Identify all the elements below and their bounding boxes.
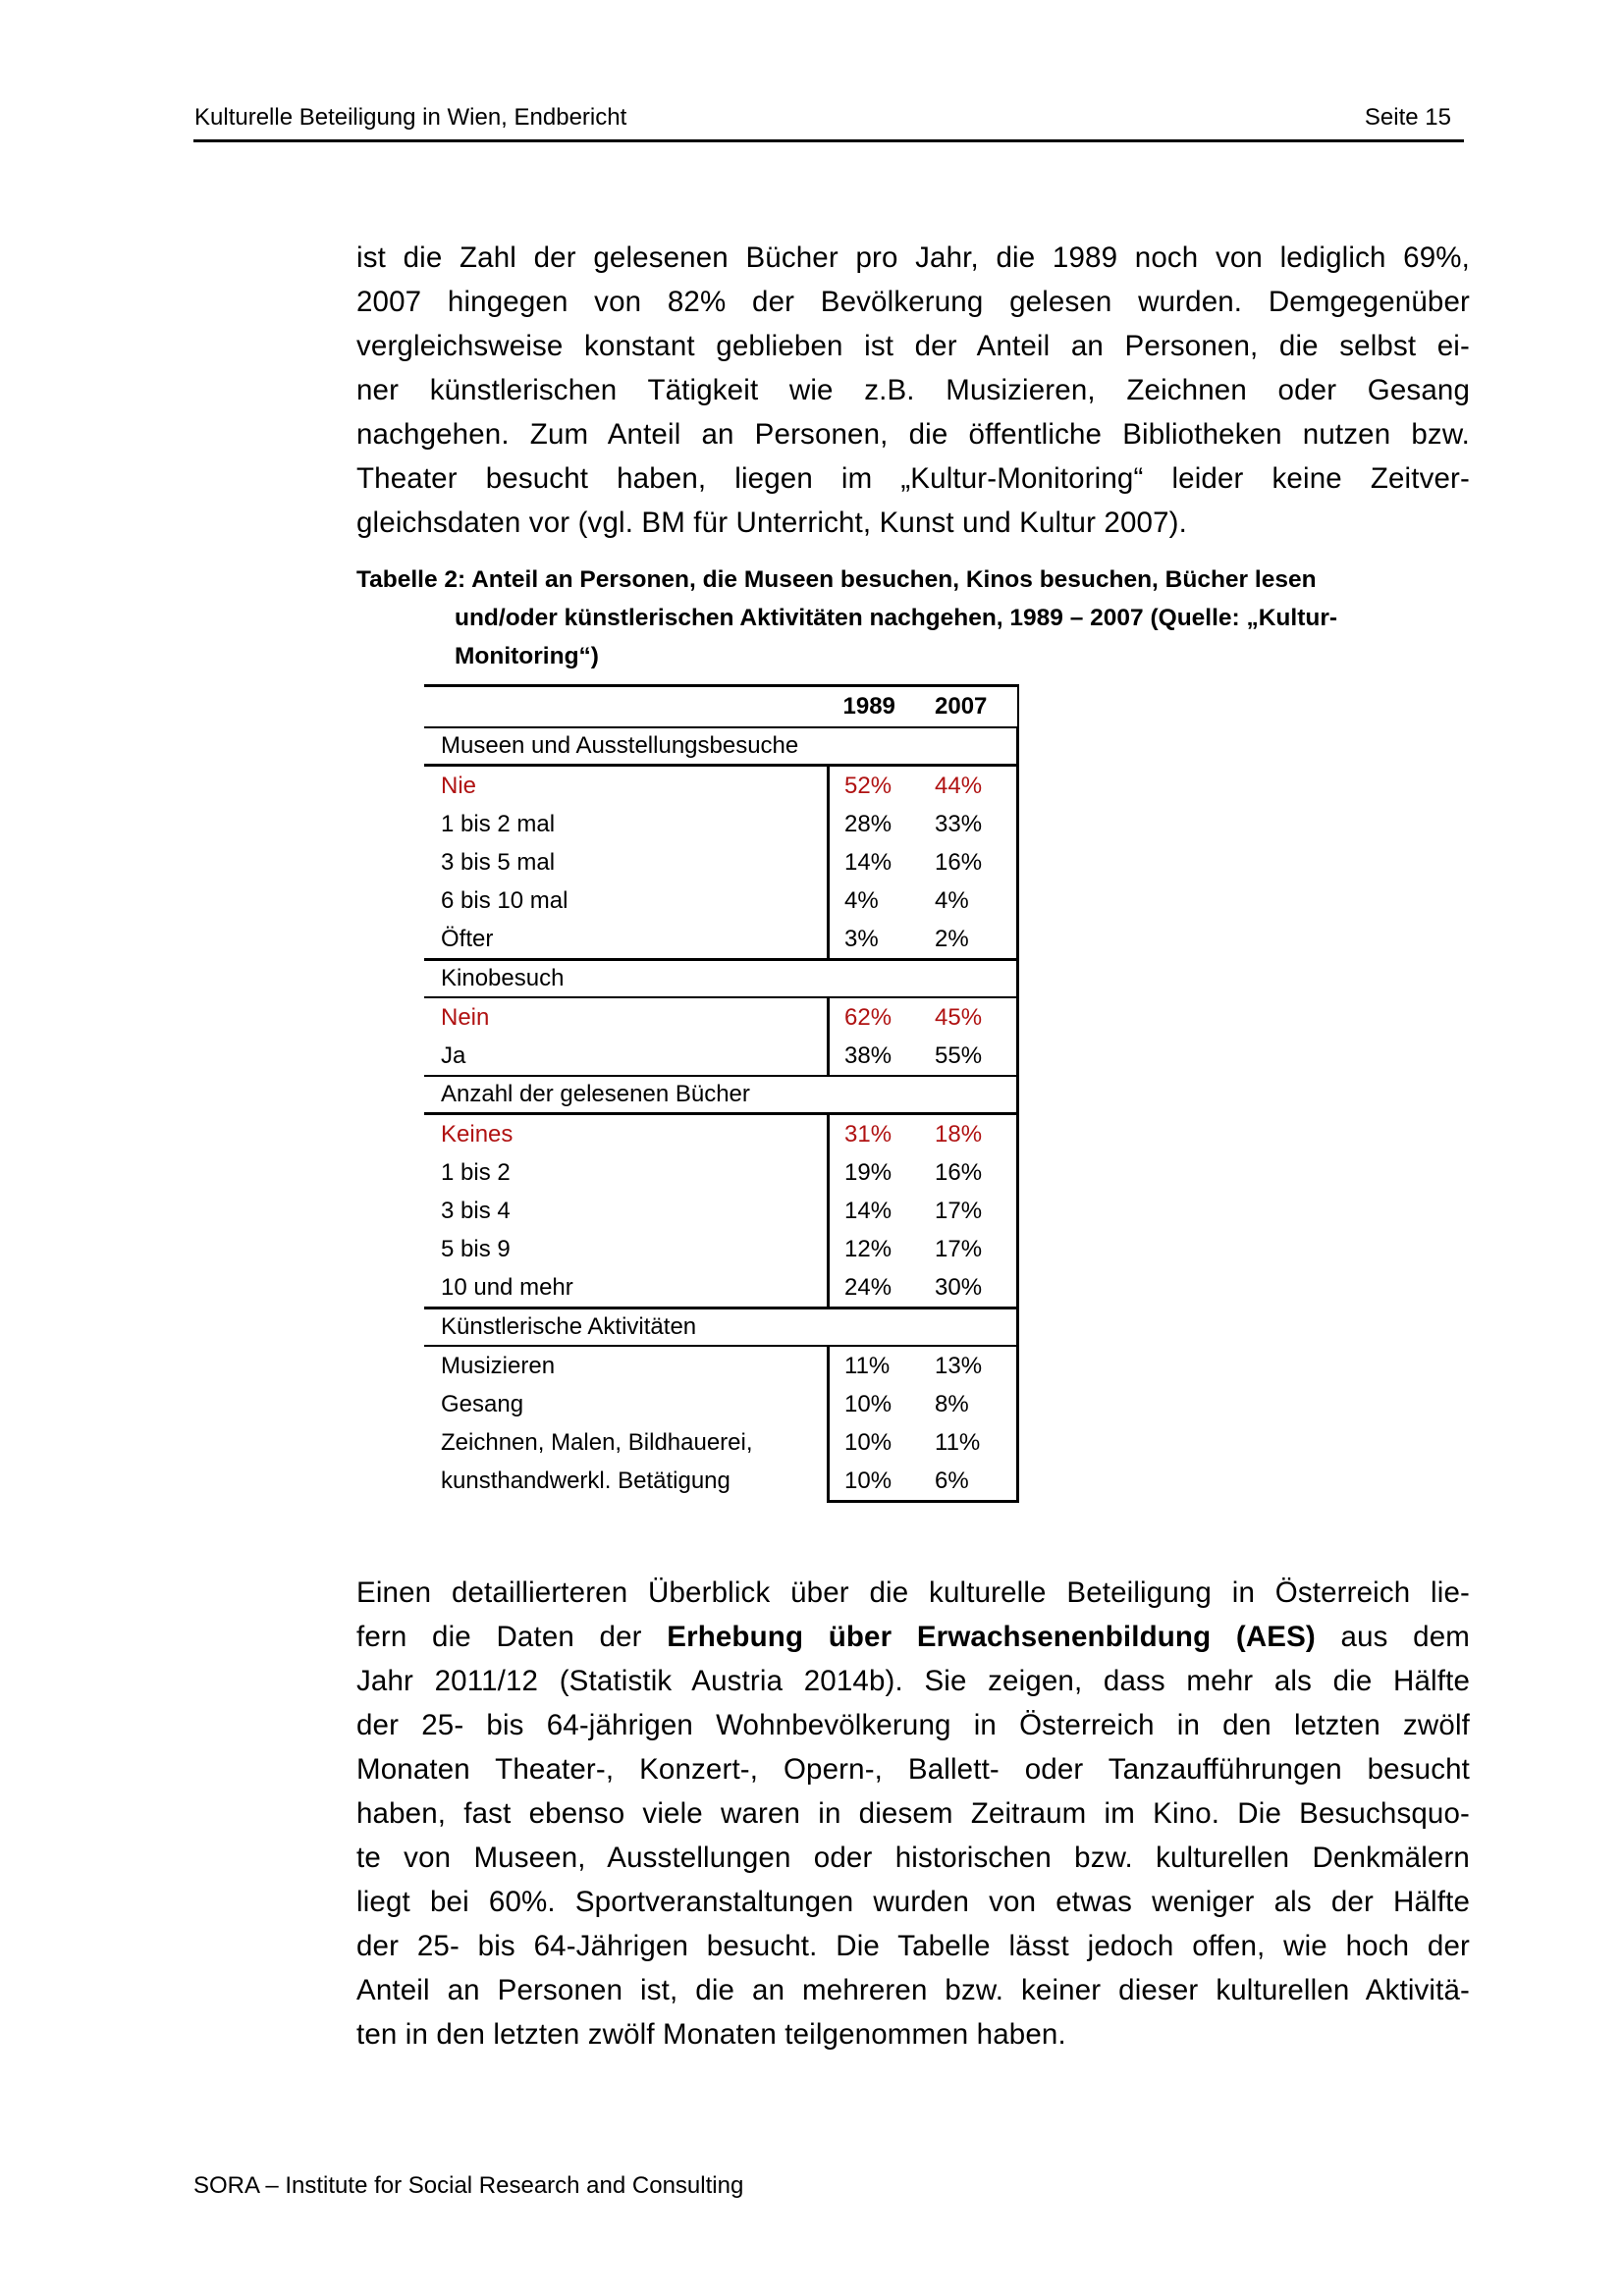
text-line: ten in den letzten zwölf Monaten teilgenommen haben. [356,2018,1066,2051]
table-row [424,1423,1018,1462]
row-label: 10 und mehr [424,1268,829,1308]
value-2007: 4% [926,881,1018,920]
text-line: Theater besucht haben, liegen im „Kultur-Monitoring“ leider keine Zeitver- [356,462,1470,495]
text-line: ist die Zahl der gelesenen Bücher pro Jahr, die 1989 noch von lediglich 69%, [356,241,1470,274]
text-segment: fern die Daten der [356,1621,668,1653]
row-label: Öfter [424,920,829,960]
section-title: Kinobesuch [424,960,1018,998]
row-label: kunsthandwerkl. Betätigung [424,1462,829,1502]
section-title: Museen und Ausstellungsbesuche [424,727,1018,766]
value-1989: 52% [844,772,893,799]
value-1989: 31% [844,1120,893,1148]
value-1989: 11% [844,1352,891,1379]
section-header-row [424,960,1018,998]
section-header-row [424,727,1018,766]
value-2007: 11% [926,1423,1018,1462]
section-header-row [424,1076,1018,1114]
column-header-2007: 2007 [926,686,1018,728]
column-header-label [424,686,829,728]
row-label: Ja [424,1037,829,1076]
value-1989: 3% [829,920,927,960]
value-1989: 19% [844,1158,893,1186]
value-2007: 18% [926,1114,1018,1154]
text-line: ner künstlerischen Tätigkeit wie z.B. Musizieren, Zeichnen oder Gesang [356,374,1470,406]
table-row [424,1462,1018,1502]
table-caption [356,561,1446,675]
paragraph-1 [356,236,1470,545]
value-1989: 14% [844,1197,893,1224]
table-row [424,1037,1018,1076]
row-label: 1 bis 2 [424,1153,829,1192]
table-row [424,881,1018,920]
caption-line: Tabelle 2: Anteil an Personen, die Museen besuchen, Kinos besuchen, Bücher lesen [356,566,1317,593]
table-row [424,1268,1018,1308]
text-line: te von Museen, Ausstellungen oder historischen bzw. kulturellen Denkmälern [356,1842,1470,1874]
value-1989: 62% [844,1003,893,1031]
table-row [424,805,1018,843]
paragraph-2 [356,1571,1470,2056]
table-header-row [424,686,1018,728]
row-label: 5 bis 9 [424,1230,829,1268]
row-label: Gesang [424,1385,829,1423]
value-2007: 44% [926,766,1018,806]
row-label: Nein [424,997,829,1037]
row-label: Keines [424,1114,829,1154]
value-2007: 16% [926,1153,1018,1192]
value-2007: 45% [926,997,1018,1037]
text-line: liegt bei 60%. Sportveranstaltungen wurden von etwas weniger als der Hälfte [356,1886,1470,1918]
table-row [424,766,1018,806]
row-label: Musizieren [424,1346,829,1385]
row-label: 1 bis 2 mal [424,805,829,843]
text-segment: aus dem [1315,1621,1470,1653]
table-row [424,1153,1018,1192]
text-line: der 25- bis 64-Jährigen besucht. Die Tabelle lässt jedoch offen, wie hoch der [356,1930,1470,1962]
caption-line: Monitoring“) [455,643,599,669]
table-row [424,1114,1018,1154]
value-1989: 14% [844,848,893,876]
page-footer: SORA – Institute for Social Research and Consulting [193,2172,744,2199]
section-header-row [424,1308,1018,1347]
value-2007: 2% [926,920,1018,960]
text-line: Jahr 2011/12 (Statistik Austria 2014b). Sie zeigen, dass mehr als die Hälfte [356,1665,1470,1697]
value-1989: 10% [829,1462,927,1502]
value-1989: 4% [844,886,879,914]
text-line: Anteil an Personen ist, die an mehreren bzw. keiner dieser kulturellen Aktivitä- [356,1974,1470,2006]
text-line: 2007 hingegen von 82% der Bevölkerung gelesen wurden. Demgegenüber [356,286,1470,318]
row-label: Nie [424,766,829,806]
value-1989: 28% [844,810,893,837]
table-row [424,1192,1018,1230]
section-title: Künstlerische Aktivitäten [424,1308,1018,1347]
value-1989: 10% [844,1390,893,1417]
value-1989: 38% [829,1037,927,1076]
text-line: nachgehen. Zum Anteil an Personen, die öffentliche Bibliotheken nutzen bzw. [356,418,1470,451]
data-table [424,684,1019,1503]
text-line [356,1615,1470,1659]
text-line: gleichsdaten vor (vgl. BM für Unterricht, Kunst und Kultur 2007). [356,507,1187,539]
table-row [424,843,1018,881]
text-line: Monaten Theater-, Konzert-, Opern-, Ballett- oder Tanzaufführungen besucht [356,1753,1470,1786]
value-2007: 17% [926,1230,1018,1268]
table-row [424,1385,1018,1423]
value-2007: 30% [926,1268,1018,1308]
text-line: vergleichsweise konstant geblieben ist der Anteil an Personen, die selbst ei- [356,330,1470,362]
bold-term: Erhebung über Erwachsenenbildung (AES) [667,1621,1316,1653]
document-title: Kulturelle Beteiligung in Wien, Endbericht [194,104,627,131]
value-2007: 16% [926,843,1018,881]
value-2007: 55% [926,1037,1018,1076]
value-1989: 10% [844,1428,893,1456]
caption-line: und/oder künstlerischen Aktivitäten nachgehen, 1989 – 2007 (Quelle: „Kultur- [455,605,1338,631]
value-2007: 13% [926,1346,1018,1385]
value-2007: 33% [926,805,1018,843]
section-title: Anzahl der gelesenen Bücher [424,1076,1018,1114]
value-2007: 17% [926,1192,1018,1230]
text-line: haben, fast ebenso viele waren in diesem Zeitraum im Kino. Die Besuchsquo- [356,1797,1470,1830]
page-header [193,102,1464,142]
column-header-1989: 1989 [829,686,927,728]
value-1989: 12% [844,1235,893,1262]
table-row [424,1230,1018,1268]
row-label: Zeichnen, Malen, Bildhauerei, [424,1423,829,1462]
row-label: 3 bis 4 [424,1192,829,1230]
value-1989: 24% [829,1268,927,1308]
row-label: 3 bis 5 mal [424,843,829,881]
table-row [424,997,1018,1037]
value-2007: 6% [926,1462,1018,1502]
text-line: der 25- bis 64-jährigen Wohnbevölkerung in Österreich in den letzten zwölf [356,1709,1470,1741]
text-line: Einen detaillierteren Überblick über die kulturelle Beteiligung in Österreich lie- [356,1576,1470,1609]
row-label: 6 bis 10 mal [424,881,829,920]
table-row [424,1346,1018,1385]
page-number: Seite 15 [1364,104,1451,131]
value-2007: 8% [926,1385,1018,1423]
table-row [424,920,1018,960]
